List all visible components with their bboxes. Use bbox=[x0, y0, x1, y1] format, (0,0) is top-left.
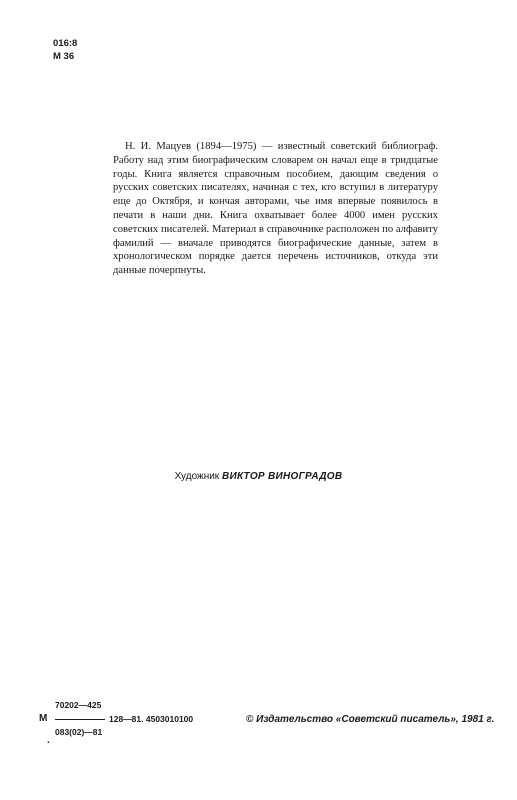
book-annotation: Н. И. Мацуев (1894—1975) — известный советский библиограф. Работу над этим биографическим словарем он начал еще в тридцатые годы. Книга является справочным пособием, дающим сведения о русских советских писателях, начиная с тех, кто вступил в литературу еще до Октября, и кончая авторами, чье имя впервые появилось в печати в наши дни. Книга охватывает более 4000 имен русских советских писателей. Материал в справочнике расположен по алфавиту фамилий — вначале приводятся биографические данные, затем в хронологическом порядке дается перечень источников, откуда эти данные почерпнуты. bbox=[113, 141, 438, 277]
code-mark: . bbox=[47, 735, 50, 746]
udc-index: 016:8 bbox=[53, 38, 78, 49]
artist-name: ВИКТОР ВИНОГРАДОВ bbox=[221, 471, 343, 482]
artist-credit bbox=[0, 471, 517, 482]
code-denominator: 083(02)—81 bbox=[55, 727, 103, 737]
copyright-notice: © Издательство «Советский писатель», 1981 г. bbox=[246, 714, 495, 725]
code-numerator: 70202—425 bbox=[55, 700, 102, 710]
artist-label: Художник bbox=[174, 471, 220, 482]
udc-classification bbox=[53, 37, 77, 63]
author-mark: М 36 bbox=[53, 51, 75, 62]
code-tail: 128—81. 4503010100 bbox=[109, 714, 194, 724]
fraction-rule bbox=[55, 719, 105, 720]
code-letter: М bbox=[39, 713, 48, 724]
